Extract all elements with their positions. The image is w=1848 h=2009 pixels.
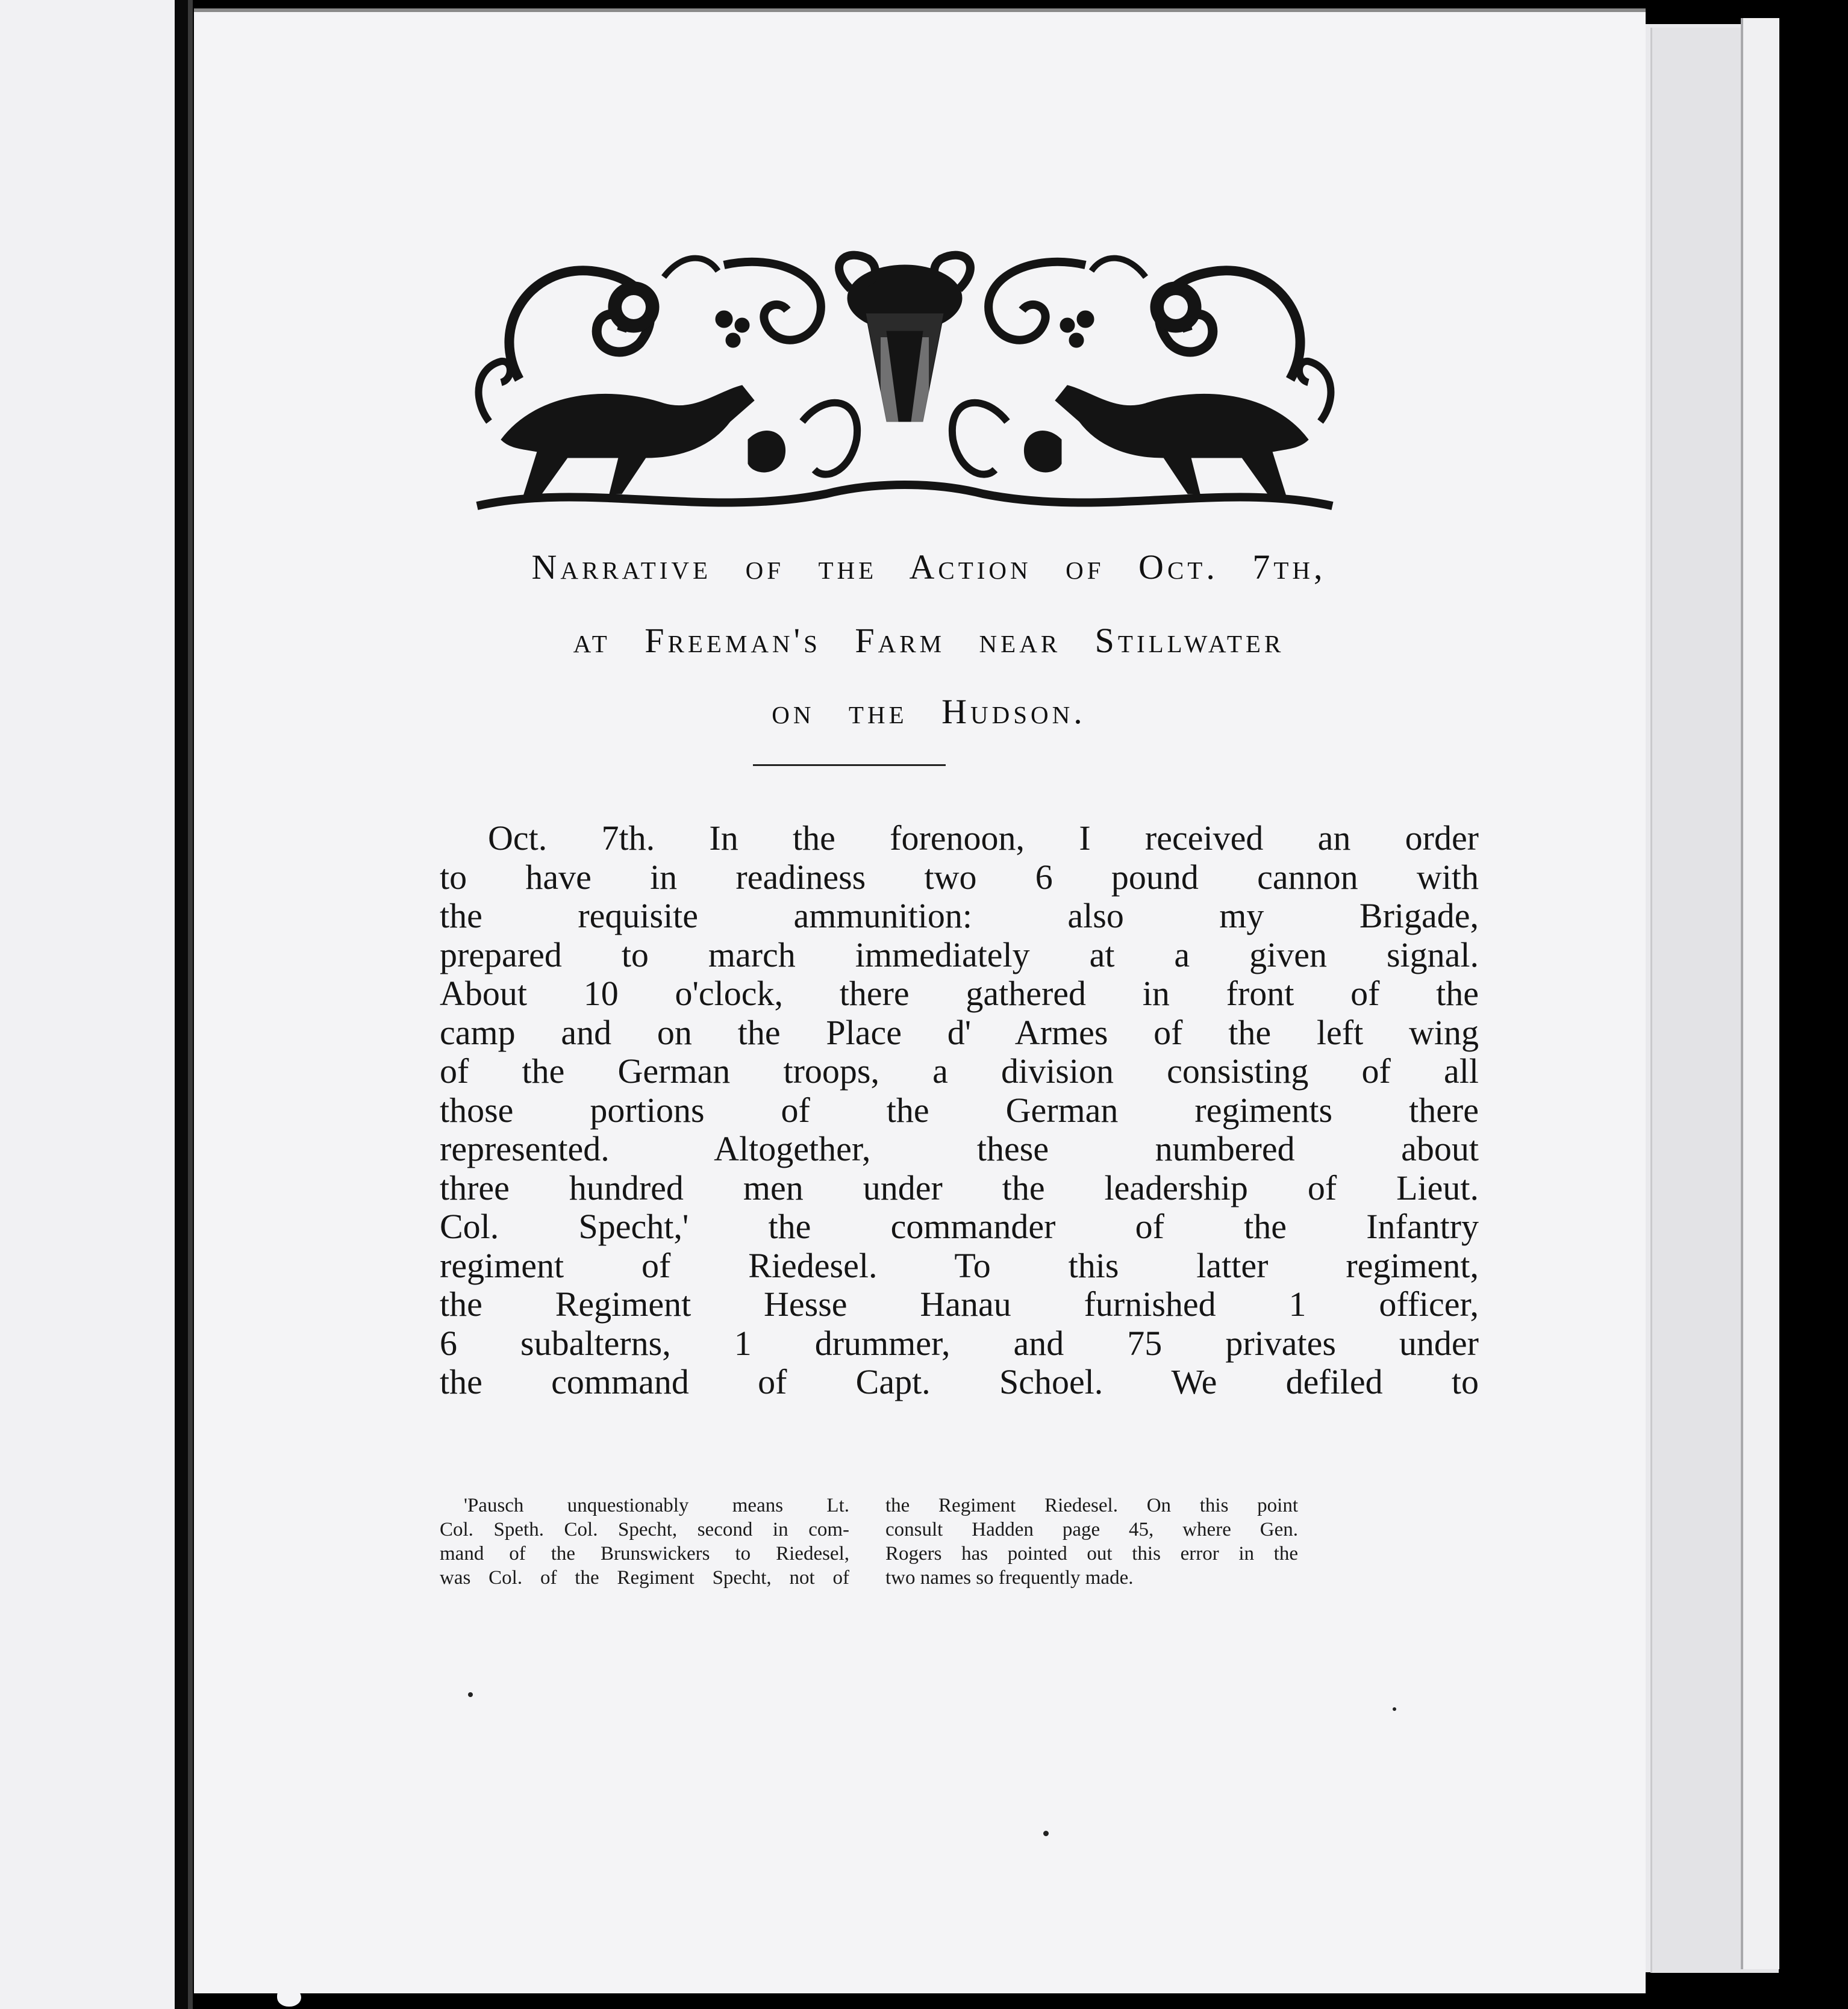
body-line: the command of Capt. Schoel. We defiled to bbox=[440, 1362, 1479, 1401]
paper-speck bbox=[468, 1692, 473, 1697]
paper-speck bbox=[1393, 1707, 1396, 1711]
page-stack-edge bbox=[1741, 18, 1779, 1969]
body-line: three hundred men under the leadership of Lieut. bbox=[440, 1168, 1479, 1207]
body-line: camp and on the Place d' Armes of the left wing bbox=[440, 1012, 1479, 1052]
body-paragraph bbox=[440, 819, 1479, 1402]
chapter-title-line-3: on the Hudson. bbox=[772, 692, 1086, 731]
body-line: 6 subalterns, 1 drummer, and 75 privates under bbox=[440, 1323, 1479, 1363]
body-line: Col. Specht,' the commander of the Infantry bbox=[440, 1207, 1479, 1246]
footnote-line: two names so frequently made. bbox=[885, 1567, 1134, 1589]
body-line: represented. Altogether, these numbered about bbox=[440, 1129, 1479, 1168]
paper-speck bbox=[1043, 1831, 1049, 1836]
body-line: the requisite ammunition: also my Brigade, bbox=[440, 896, 1479, 935]
footnote-line: Col. Speth. Col. Specht, second in com- bbox=[440, 1519, 849, 1540]
title-divider-rule bbox=[753, 764, 946, 766]
scan-blemish bbox=[277, 1987, 301, 2007]
footnote-line: the Regiment Riedesel. On this point bbox=[885, 1495, 1298, 1516]
footnote-line: 'Pausch unquestionably means Lt. bbox=[464, 1495, 849, 1516]
body-line: About 10 o'clock, there gathered in front of the bbox=[440, 974, 1479, 1013]
body-line: of the German troops, a division consisting of all bbox=[440, 1051, 1479, 1091]
body-line: prepared to march immediately at a given signal. bbox=[440, 935, 1479, 974]
book-page bbox=[194, 8, 1646, 1993]
footnote-line: consult Hadden page 45, where Gen. bbox=[885, 1519, 1298, 1540]
body-line: regiment of Riedesel. To this latter regiment, bbox=[440, 1245, 1479, 1285]
body-line: those portions of the German regiments there bbox=[440, 1090, 1479, 1130]
footnote-line: was Col. of the Regiment Specht, not of bbox=[440, 1567, 849, 1589]
chapter-title-line-2: at Freeman's Farm near Stillwater bbox=[573, 621, 1285, 660]
body-line: the Regiment Hesse Hanau furnished 1 officer, bbox=[440, 1285, 1479, 1324]
gutter-shadow bbox=[188, 0, 193, 2009]
body-line: to have in readiness two 6 pound cannon with bbox=[440, 857, 1479, 897]
footnote-column-right bbox=[885, 1494, 1298, 1590]
footnote-line: mand of the Brunswickers to Riedesel, bbox=[440, 1543, 849, 1565]
left-page-edge bbox=[0, 0, 175, 2009]
headpiece-ornament-icon bbox=[465, 241, 1344, 518]
footnote-line: Rogers has pointed out this error in the bbox=[885, 1543, 1298, 1565]
chapter-title-line-1: Narrative of the Action of Oct. 7th, bbox=[531, 547, 1326, 587]
footnote-column-left bbox=[440, 1494, 849, 1590]
body-line: Oct. 7th. In the forenoon, I received an order bbox=[488, 818, 1479, 858]
